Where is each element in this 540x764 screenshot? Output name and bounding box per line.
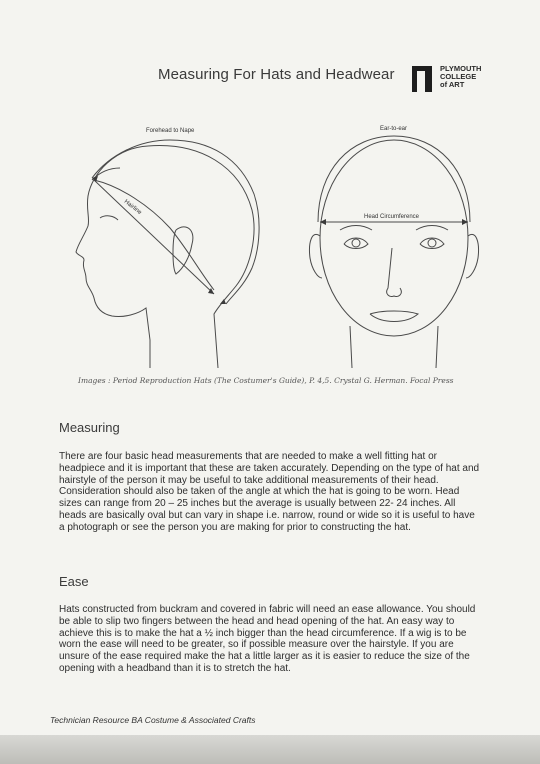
forehead-nape-arc [92,140,259,304]
profile-ear [173,227,193,274]
figure-caption: Images : Period Reproduction Hats (The Costumer's Guide), P. 4,5. Crystal G. Herman. Focal Press [78,376,454,385]
logo-line-3: of ART [440,80,465,89]
front-pupil-left [352,239,360,247]
logo-mark-icon [410,64,434,94]
front-brow-right [416,226,448,231]
front-mouth [370,311,418,322]
label-ear-to-ear: Ear-to-ear [380,126,408,132]
profile-eye [100,216,118,220]
scan-edge-shadow [0,735,540,764]
page-footer: Technician Resource BA Costume & Associated Crafts [50,715,256,725]
hairline-arrow [94,180,214,294]
section-heading-measuring: Measuring [59,420,120,435]
label-hairline: Hairline [122,198,143,217]
label-forehead-to-nape: Forehead to Nape [146,128,195,134]
label-head-circumference: Head Circumference [364,214,420,220]
section-body-measuring: There are four basic head measurements that are needed to make a well fitting hat or headpiece and it is important that these are taken accurately. Depending on the type of hat and hairstyle of the person it may be useful to take additional measurements of their head. Consideration should also be taken of the angle at which the hat is going to be worn. Head sizes can range from 20 – 25 inches but the average is usually between 22- 24 inches. All heads are basically oval but can vary in shape i.e. narrow, round or wide so it is useful to have a photograph or see the person you are making for prior to constructing the hat. [59,451,480,533]
page-title: Measuring For Hats and Headwear [158,66,395,83]
head-measurement-illustration [0,118,540,378]
profile-head-outline [76,146,150,368]
front-pupil-right [428,239,436,247]
front-neck [350,326,438,368]
ear-to-ear-arc [318,136,470,222]
logo-text [440,65,481,89]
college-logo [410,62,520,100]
front-nose [387,248,402,297]
front-head-outline [320,140,468,336]
section-heading-ease: Ease [59,574,89,589]
profile-back-outline [148,146,254,368]
logo-line-1: PLYMOUTH [440,64,482,73]
front-brow-left [340,226,372,231]
logo-line-2: COLLEGE [440,72,477,81]
section-body-ease: Hats constructed from buckram and covered in fabric will need an ease allowance. You should be able to slip two fingers between the head and head opening of the hat. An easy way to achieve this is to make the hat a ½ inch bigger than the head circumference. If a wig is to be worn the ease will need to be greater, so if possible measure over the hairstyle. If you are unsure of the ease required make the hat a little larger as it is easier to reduce the size of the opening with a headband than it is to stretch the hat. [59,604,476,674]
